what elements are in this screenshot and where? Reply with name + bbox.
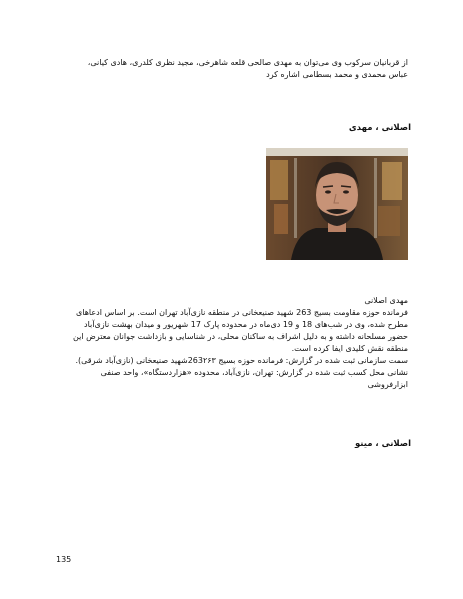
- bio-paragraph: [58, 295, 408, 391]
- intro-paragraph: [58, 57, 408, 81]
- entry-heading: اصلانی ، مینو: [354, 439, 411, 449]
- entry-heading: اصلانی ، مهدی: [348, 123, 411, 133]
- text-line: سمت سازمانی ثبت شده در گزارش: فرمانده حوزه بسیج 263۲۶۳شهید صنیعخانی (نازی‌آباد شرقی).: [75, 356, 408, 365]
- text-line: حضور مسلحانه داشته و به دلیل اشراف به ساکنان محلی، در شناسایی و بازداشت جوانان معترض این: [73, 332, 408, 341]
- portrait-photo-icon: [266, 148, 408, 260]
- text-line: نشانی محل کسب ثبت شده در گزارش: تهران، نازی‌آباد، محدوده «هزاردستگاه»، واحد صنفی: [100, 368, 408, 377]
- text-line: از قربانیان سرکوب وی می‌توان به مهدی صالحی قلعه شاهرخی، مجید نظری کلدری، هادی کیانی،: [87, 58, 408, 67]
- text-line: مهدی اصلانی: [364, 296, 408, 305]
- text-line: منطقه نقش کلیدی ایفا کرده است.: [291, 344, 408, 353]
- text-line: عباس محمدی و محمد بسطامی اشاره کرد: [266, 70, 408, 79]
- text-line: فرمانده حوزه مقاومت بسیج 263 شهید صنیعخانی در منطقه نازی‌آباد تهران است. بر اساس ادعاهای: [76, 308, 408, 317]
- portrait-photo: [266, 148, 408, 260]
- page-number: 135: [56, 555, 72, 564]
- text-line: مطرح شده، وی در شب‌های 18 و 19 دی‌ماه در محدوده پارک 17 شهریور و میدان بهشت نازی‌آباد: [84, 320, 408, 329]
- text-line: ابزارفروشی: [367, 380, 408, 389]
